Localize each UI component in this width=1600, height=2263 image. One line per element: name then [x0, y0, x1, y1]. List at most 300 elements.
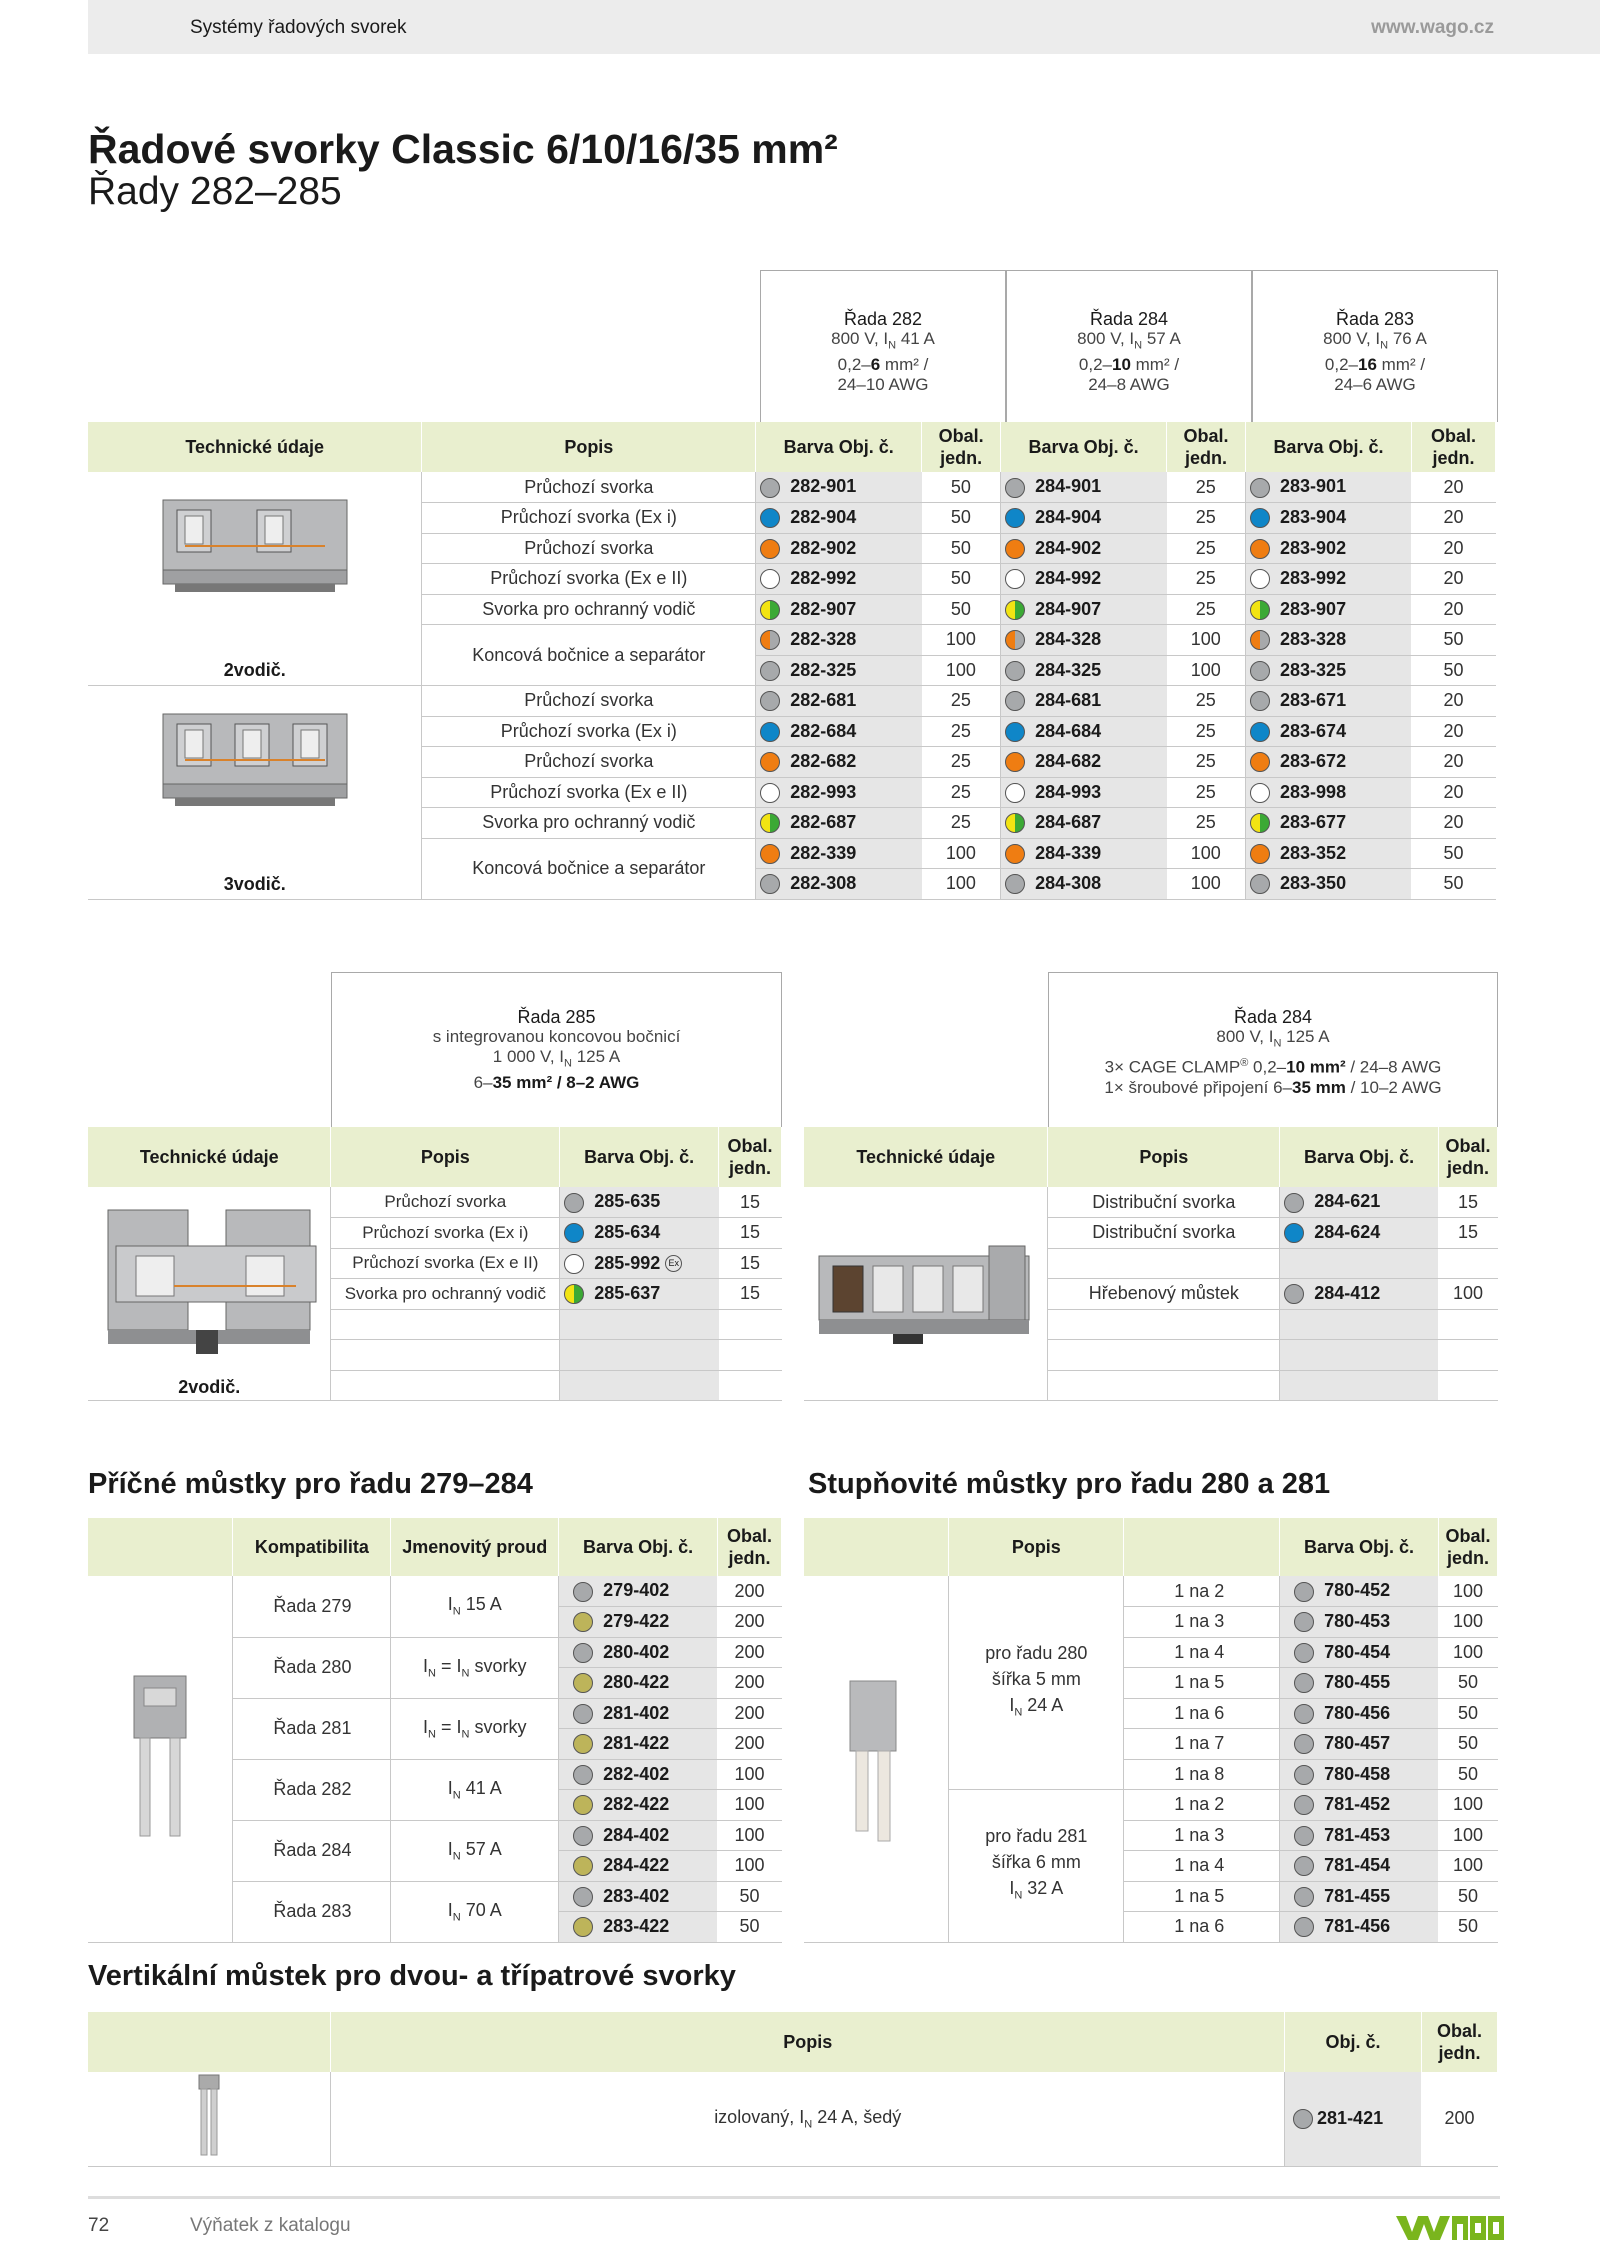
color-dot-ge: [760, 813, 780, 833]
order-number-283: 283-907: [1246, 594, 1412, 625]
pack-unit: 20: [1411, 533, 1495, 564]
table-step-bridges: [804, 1518, 1498, 1943]
pack-unit: 100: [922, 625, 1001, 656]
product-group-cell: 2vodič.: [88, 472, 422, 686]
table-cell: [331, 1309, 560, 1340]
color-dot-gray: [1250, 478, 1270, 498]
vertical-bridge-number: 281-421: [1285, 2072, 1422, 2166]
pack-unit: 100: [1167, 655, 1246, 686]
color-dot-blue: [760, 722, 780, 742]
group-desc-cell: pro řadu 281 šířka 6 mm $I_N$ 32 A: [949, 1790, 1124, 1943]
color-dot-gray: [573, 1704, 593, 1724]
order-number-283: 283-677: [1246, 808, 1412, 839]
order-number: 285-992 Ex: [560, 1248, 719, 1279]
order-number: 282-402: [559, 1759, 718, 1790]
row-desc: Průchozí svorka: [422, 747, 756, 778]
color-dot-gray: [573, 1765, 593, 1785]
compat-cell: Řada 280: [233, 1637, 391, 1698]
color-dot-gray: [1294, 1826, 1314, 1846]
color-dot-olive: [573, 1856, 593, 1876]
table-cell: [1280, 1340, 1439, 1371]
order-number-282: 282-904: [756, 503, 922, 534]
step-cell: 1 na 2: [1124, 1790, 1280, 1821]
column-header: [88, 1518, 233, 1576]
order-number: 781-453: [1280, 1820, 1439, 1851]
color-dot-orange: [1250, 539, 1270, 559]
order-number-284: 284-901: [1001, 472, 1167, 503]
color-dot-orange: [760, 539, 780, 559]
footer-divider: [88, 2196, 1500, 2199]
order-number-282: 282-681: [756, 686, 922, 717]
order-number-284: 284-682: [1001, 747, 1167, 778]
row-desc: Průchozí svorka (Ex e II): [422, 564, 756, 595]
step-cell: 1 na 2: [1124, 1576, 1280, 1607]
pack-unit: 100: [1438, 1279, 1497, 1310]
row-desc: Průchozí svorka: [422, 686, 756, 717]
pack-unit: 50: [717, 1881, 781, 1912]
color-dot-white: [1005, 569, 1025, 589]
table-cell: [560, 1340, 719, 1371]
section-title-cross-bridges: Příčné můstky pro řadu 279–284: [88, 1468, 533, 1500]
compat-cell: Řada 284: [233, 1820, 391, 1881]
order-number: 781-455: [1280, 1881, 1439, 1912]
color-dot-gray: [573, 1887, 593, 1907]
pack-unit: 100: [922, 869, 1001, 900]
table-cell: [1048, 1370, 1280, 1401]
color-dot-white: [1005, 783, 1025, 803]
order-number-282: 282-682: [756, 747, 922, 778]
color-dot-white: [1250, 783, 1270, 803]
header-site-link[interactable]: www.wago.cz: [1371, 17, 1494, 38]
col-tech: Technické údaje: [88, 422, 422, 472]
color-dot-gray: [1005, 661, 1025, 681]
table-cell: [331, 1340, 560, 1371]
step-cell: 1 na 5: [1124, 1668, 1280, 1699]
color-dot-gray: [564, 1193, 584, 1213]
order-number: 284-402: [559, 1820, 718, 1851]
color-dot-gray: [1284, 1284, 1304, 1304]
series-header-1: Řada 284 800 V, $I_N$ 57 A 0,2–10 mm² / 24–8 AWG: [1006, 270, 1252, 422]
color-dot-og: [1005, 630, 1025, 650]
pack-unit: 100: [717, 1790, 781, 1821]
order-number-282: 282-902: [756, 533, 922, 564]
order-number: 283-402: [559, 1881, 718, 1912]
pack-unit: 100: [1438, 1637, 1497, 1668]
color-dot-gray: [1293, 2109, 1313, 2129]
color-dot-gray: [1250, 661, 1270, 681]
pack-unit: 100: [1167, 625, 1246, 656]
pack-unit: 50: [1438, 1668, 1497, 1699]
pack-unit: 100: [1438, 1607, 1497, 1638]
row-desc: Průchozí svorka: [422, 472, 756, 503]
order-number-284: 284-308: [1001, 869, 1167, 900]
order-number-283: 283-992: [1246, 564, 1412, 595]
order-number-284: 284-907: [1001, 594, 1167, 625]
table-row: [88, 472, 1496, 503]
series-284-dist-header: Řada 284 800 V, $I_N$ 125 A 3× CAGE CLAMP® 0,2–10 mm² / 24–8 AWG 1× šroubové připojení 6–35 mm / 10–2 AWG: [1048, 972, 1498, 1127]
color-dot-gray: [1294, 1734, 1314, 1754]
row-desc: Průchozí svorka (Ex i): [422, 716, 756, 747]
color-dot-gray: [573, 1582, 593, 1602]
wago-logo: [1396, 2210, 1504, 2244]
row-desc: Koncová bočnice a separátor: [422, 625, 756, 686]
color-dot-ge: [1250, 813, 1270, 833]
color-dot-olive: [573, 1795, 593, 1815]
color-dot-gray: [1294, 1643, 1314, 1663]
column-header: Popis: [331, 2012, 1285, 2072]
pack-unit: 200: [717, 1576, 781, 1607]
order-number: 285-635: [560, 1187, 719, 1218]
order-number: 281-402: [559, 1698, 718, 1729]
product-group-cell: 2vodič.: [88, 1187, 331, 1401]
current-cell: $I_N = I_N$ svorky: [391, 1637, 559, 1698]
order-number-283: 283-998: [1246, 777, 1412, 808]
order-number-282: 282-687: [756, 808, 922, 839]
current-cell: $I_N$ 15 A: [391, 1576, 559, 1637]
color-dot-olive: [573, 1612, 593, 1632]
pack-unit: 20: [1411, 472, 1495, 503]
pack-unit: 25: [922, 686, 1001, 717]
order-number-284: 284-687: [1001, 808, 1167, 839]
color-dot-blue: [1250, 508, 1270, 528]
row-desc: Průchozí svorka (Ex e II): [422, 777, 756, 808]
table-cell: [88, 2072, 331, 2166]
color-dot-gray: [760, 661, 780, 681]
color-dot-olive: [573, 1734, 593, 1754]
table-cell: [560, 1370, 719, 1401]
table-row: [88, 1576, 782, 1607]
compat-cell: Řada 283: [233, 1881, 391, 1942]
row-desc: Průchozí svorka (Ex i): [331, 1218, 560, 1249]
color-dot-gray: [760, 874, 780, 894]
color-dot-gray: [760, 478, 780, 498]
pack-unit: 25: [1167, 503, 1246, 534]
color-dot-white: [760, 783, 780, 803]
order-number: 280-402: [559, 1637, 718, 1668]
column-header: Obal. jedn.: [1438, 1518, 1497, 1576]
current-cell: $I_N$ 70 A: [391, 1881, 559, 1942]
row-desc: Koncová bočnice a separátor: [422, 838, 756, 899]
row-desc: Průchozí svorka (Ex e II): [331, 1248, 560, 1279]
row-desc: Svorka pro ochranný vodič: [422, 808, 756, 839]
table-cell: [1438, 1370, 1497, 1401]
order-number-282: 282-901: [756, 472, 922, 503]
step-cell: 1 na 4: [1124, 1851, 1280, 1882]
pack-unit: 200: [717, 1637, 781, 1668]
pack-unit: 200: [717, 1729, 781, 1760]
order-number: 284-422: [559, 1851, 718, 1882]
column-header: Obal. jedn.: [719, 1127, 782, 1187]
color-dot-gray: [1294, 1673, 1314, 1693]
pack-unit: 50: [1411, 869, 1495, 900]
pack-unit: 20: [1411, 716, 1495, 747]
color-dot-og: [760, 630, 780, 650]
step-cell: 1 na 3: [1124, 1607, 1280, 1638]
row-desc: Svorka pro ochranný vodič: [331, 1279, 560, 1310]
table-cell: [1280, 1370, 1439, 1401]
pack-unit: 50: [1411, 838, 1495, 869]
color-dot-ge: [1005, 600, 1025, 620]
pack-unit: 50: [1438, 1759, 1497, 1790]
table-cell: [1048, 1309, 1280, 1340]
section-title-step-bridges: Stupňovité můstky pro řadu 280 a 281: [808, 1468, 1331, 1500]
table-cell: [719, 1370, 782, 1401]
step-cell: 1 na 7: [1124, 1729, 1280, 1760]
table-cell: [719, 1340, 782, 1371]
table-cell: [1048, 1340, 1280, 1371]
pack-unit: 20: [1411, 747, 1495, 778]
order-number-282: 282-328: [756, 625, 922, 656]
order-number: 284-621: [1280, 1187, 1439, 1218]
pack-unit: 100: [922, 655, 1001, 686]
color-dot-orange: [760, 844, 780, 864]
pack-unit: 50: [717, 1912, 781, 1943]
column-header: [1124, 1518, 1280, 1576]
footer-text: Výňatek z katalogu: [190, 2215, 351, 2236]
order-number-284: 284-339: [1001, 838, 1167, 869]
table-cell: [1048, 1248, 1280, 1279]
pack-unit: 50: [922, 564, 1001, 595]
column-header: Popis: [1048, 1127, 1280, 1187]
step-cell: 1 na 5: [1124, 1881, 1280, 1912]
pack-unit: 200: [717, 1698, 781, 1729]
order-number-284: 284-328: [1001, 625, 1167, 656]
row-desc: Hřebenový můstek: [1048, 1279, 1280, 1310]
vertical-bridge-desc: izolovaný, $I_N$ 24 A, šedý: [331, 2072, 1285, 2166]
order-number-282: 282-992: [756, 564, 922, 595]
color-dot-ge: [760, 600, 780, 620]
color-dot-orange: [1005, 752, 1025, 772]
color-dot-gray: [1005, 691, 1025, 711]
pack-unit: 20: [1411, 594, 1495, 625]
order-number: 781-456: [1280, 1912, 1439, 1943]
series-285-header: Řada 285 s integrovanou koncovou bočnicí 1 000 V, $I_N$ 125 A 6–35 mm² / 8–2 AWG: [331, 972, 782, 1127]
order-number: 283-422: [559, 1912, 718, 1943]
table-cross-bridges: [88, 1518, 782, 1943]
pack-unit: 20: [1411, 503, 1495, 534]
page-title: Řadové svorky Classic 6/10/16/35 mm²: [88, 126, 838, 172]
pack-unit: 20: [1411, 564, 1495, 595]
pack-unit: 15: [1438, 1187, 1497, 1218]
order-number: 282-422: [559, 1790, 718, 1821]
color-dot-blue: [1250, 722, 1270, 742]
order-number-283: 283-671: [1246, 686, 1412, 717]
row-desc: Distribuční svorka: [1048, 1187, 1280, 1218]
section-title-vertical-bridge: Vertikální můstek pro dvou- a třípatrové svorky: [88, 1960, 736, 1992]
page-number: 72: [88, 2215, 110, 2236]
column-header: Jmenovitý proud: [391, 1518, 559, 1576]
column-header: [88, 2012, 331, 2072]
row-desc: Svorka pro ochranný vodič: [422, 594, 756, 625]
col-barva: Barva Obj. č.: [756, 422, 922, 472]
series-header-0: Řada 282 800 V, $I_N$ 41 A 0,2–6 mm² / 24–10 AWG: [760, 270, 1006, 422]
color-dot-ge: [1005, 813, 1025, 833]
color-dot-gray: [573, 1643, 593, 1663]
color-dot-gray: [1005, 478, 1025, 498]
pack-unit: 100: [1438, 1851, 1497, 1882]
order-number: 780-456: [1280, 1698, 1439, 1729]
order-number-284: 284-325: [1001, 655, 1167, 686]
order-number-284: 284-904: [1001, 503, 1167, 534]
current-cell: $I_N$ 57 A: [391, 1820, 559, 1881]
step-bridge-image: [836, 1661, 916, 1851]
step-cell: 1 na 4: [1124, 1637, 1280, 1668]
compat-cell: Řada 282: [233, 1759, 391, 1820]
row-desc: Průchozí svorka: [331, 1187, 560, 1218]
terminal-block-image: [155, 486, 355, 606]
pack-unit: 15: [1438, 1218, 1497, 1249]
color-dot-gray: [760, 691, 780, 711]
order-number: 781-452: [1280, 1790, 1439, 1821]
color-dot-blue: [1005, 508, 1025, 528]
order-number: 285-637: [560, 1279, 719, 1310]
step-cell: 1 na 8: [1124, 1759, 1280, 1790]
color-dot-gray: [1294, 1887, 1314, 1907]
pack-unit: 100: [717, 1759, 781, 1790]
order-number-282: 282-339: [756, 838, 922, 869]
color-dot-gray: [1294, 1704, 1314, 1724]
color-dot-gray: [1005, 874, 1025, 894]
order-number: 281-422: [559, 1729, 718, 1760]
color-dot-ge: [564, 1284, 584, 1304]
step-bridge-image-cell: [804, 1576, 949, 1942]
column-header: Obal. jedn.: [1421, 2012, 1497, 2072]
order-number: 780-453: [1280, 1607, 1439, 1638]
column-header: Barva Obj. č.: [1280, 1127, 1439, 1187]
order-number: 280-422: [559, 1668, 718, 1699]
terminal-285-image: [96, 1190, 322, 1360]
pack-unit: 25: [1167, 716, 1246, 747]
pack-unit: 15: [719, 1218, 782, 1249]
column-header: Obal. jedn.: [717, 1518, 781, 1576]
compat-cell: Řada 281: [233, 1698, 391, 1759]
order-number-283: 283-904: [1246, 503, 1412, 534]
series-header-2: Řada 283 800 V, $I_N$ 76 A 0,2–16 mm² / 24–6 AWG: [1252, 270, 1498, 422]
order-number: 780-454: [1280, 1637, 1439, 1668]
pack-unit: 50: [1411, 625, 1495, 656]
ex-icon: Ex: [665, 1255, 682, 1272]
table-vertical-bridge: [88, 2012, 1498, 2167]
order-number: 780-457: [1280, 1729, 1439, 1760]
order-number: 780-455: [1280, 1668, 1439, 1699]
top-bar: [88, 0, 1600, 54]
color-dot-orange: [760, 752, 780, 772]
pack-unit: 20: [1411, 808, 1495, 839]
pack-unit: 100: [1167, 869, 1246, 900]
compat-cell: Řada 279: [233, 1576, 391, 1637]
table-cell: [560, 1309, 719, 1340]
color-dot-olive: [573, 1917, 593, 1937]
table-cell: [1438, 1309, 1497, 1340]
color-dot-white: [564, 1254, 584, 1274]
order-number-284: 284-993: [1001, 777, 1167, 808]
pack-unit: 20: [1411, 777, 1495, 808]
pack-unit: 50: [1438, 1912, 1497, 1943]
color-dot-gray: [1294, 1917, 1314, 1937]
pack-unit: 50: [922, 594, 1001, 625]
table-row: [88, 1187, 782, 1218]
order-number: 780-452: [1280, 1576, 1439, 1607]
color-dot-gray: [573, 1826, 593, 1846]
pack-unit: 25: [1167, 808, 1246, 839]
col-barva: Barva Obj. č.: [1246, 422, 1412, 472]
order-number-283: 283-350: [1246, 869, 1412, 900]
pack-unit: 25: [1167, 747, 1246, 778]
step-cell: 1 na 3: [1124, 1820, 1280, 1851]
color-dot-blue: [1005, 722, 1025, 742]
order-number-282: 282-907: [756, 594, 922, 625]
header-section: Systémy řadových svorek: [190, 17, 407, 38]
column-header: Kompatibilita: [233, 1518, 391, 1576]
row-desc: Průchozí svorka: [422, 533, 756, 564]
table-classic: [88, 422, 1496, 900]
current-cell: $I_N = I_N$ svorky: [391, 1698, 559, 1759]
cross-bridge-image-cell: [88, 1576, 233, 1942]
vertical-bridge-pack: 200: [1421, 2072, 1497, 2166]
col-popis: Popis: [422, 422, 756, 472]
order-number-283: 283-325: [1246, 655, 1412, 686]
col-obal: Obal. jedn.: [1167, 422, 1246, 472]
order-number-283: 283-328: [1246, 625, 1412, 656]
table-row: [88, 686, 1496, 717]
group-desc-cell: pro řadu 280 šířka 5 mm $I_N$ 24 A: [949, 1576, 1124, 1790]
page-subtitle: Řady 282–285: [88, 170, 342, 213]
column-header: Obj. č.: [1285, 2012, 1422, 2072]
pack-unit: 25: [1167, 686, 1246, 717]
column-header: Technické údaje: [88, 1127, 331, 1187]
color-dot-gray: [1294, 1612, 1314, 1632]
row-desc: Distribuční svorka: [1048, 1218, 1280, 1249]
row-desc: Průchozí svorka (Ex i): [422, 503, 756, 534]
current-cell: $I_N$ 41 A: [391, 1759, 559, 1820]
color-dot-olive: [573, 1673, 593, 1693]
pack-unit: 25: [1167, 533, 1246, 564]
col-barva: Barva Obj. č.: [1001, 422, 1167, 472]
pack-unit: 100: [717, 1820, 781, 1851]
table-285: [88, 1127, 782, 1401]
pack-unit: 15: [719, 1279, 782, 1310]
order-number-284: 284-992: [1001, 564, 1167, 595]
order-number: 781-454: [1280, 1851, 1439, 1882]
pack-unit: 25: [1167, 472, 1246, 503]
table-cell: [1280, 1309, 1439, 1340]
pack-unit: 25: [922, 777, 1001, 808]
order-number-284: 284-684: [1001, 716, 1167, 747]
color-dot-og: [1250, 630, 1270, 650]
pack-unit: 50: [1411, 655, 1495, 686]
color-dot-gray: [1294, 1795, 1314, 1815]
color-dot-white: [760, 569, 780, 589]
table-cell: [719, 1309, 782, 1340]
order-number: 285-634: [560, 1218, 719, 1249]
color-dot-orange: [1005, 539, 1025, 559]
color-dot-white: [1250, 569, 1270, 589]
pack-unit: 100: [1167, 838, 1246, 869]
order-number: 284-624: [1280, 1218, 1439, 1249]
order-number-284: 284-681: [1001, 686, 1167, 717]
pack-unit: 50: [1438, 1698, 1497, 1729]
column-header: Technické údaje: [804, 1127, 1048, 1187]
order-number-283: 283-902: [1246, 533, 1412, 564]
pack-unit: 25: [1167, 777, 1246, 808]
column-header: Popis: [949, 1518, 1124, 1576]
pack-unit: 100: [717, 1851, 781, 1882]
order-number-283: 283-672: [1246, 747, 1412, 778]
column-header: Obal. jedn.: [1438, 1127, 1497, 1187]
table-cell: [1438, 1340, 1497, 1371]
color-dot-blue: [760, 508, 780, 528]
color-dot-gray: [1294, 1765, 1314, 1785]
